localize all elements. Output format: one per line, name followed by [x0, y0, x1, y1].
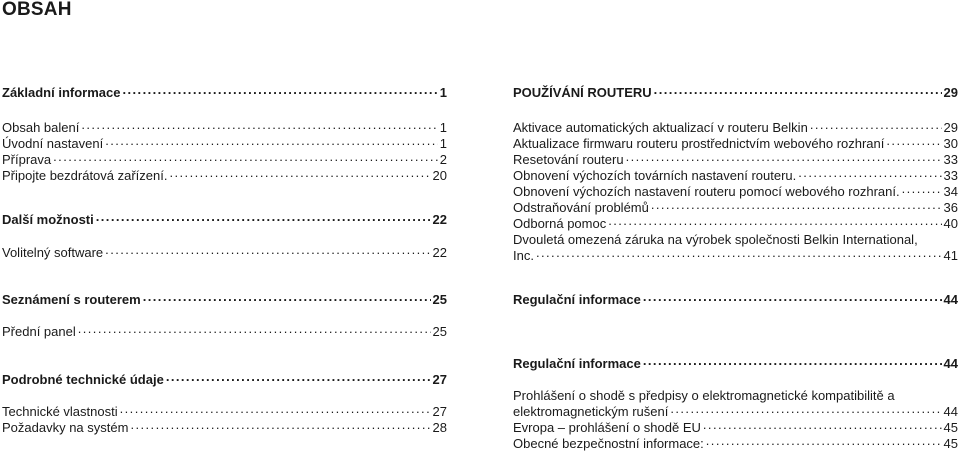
dot-leader — [810, 120, 942, 132]
toc-entry[interactable] — [513, 168, 958, 183]
toc-page-number: 22 — [432, 212, 447, 227]
toc-page-number: 20 — [432, 168, 447, 183]
toc-page-number: 1 — [439, 85, 447, 100]
page-title: OBSAH — [2, 0, 72, 20]
dot-leader — [122, 85, 437, 97]
toc-page-number: 2 — [439, 152, 447, 167]
dot-leader — [798, 168, 941, 180]
dot-leader — [81, 120, 437, 132]
toc-page-number: 27 — [432, 404, 447, 419]
toc-page-number: 30 — [943, 136, 958, 151]
toc-entry-title: Obecné bezpečnostní informace: — [513, 436, 704, 451]
dot-leader — [105, 245, 430, 257]
toc-entry-title: Technické vlastnosti — [2, 404, 118, 419]
toc-page-number: 33 — [943, 152, 958, 167]
toc-page-number: 45 — [943, 420, 958, 435]
toc-page-number: 34 — [943, 184, 958, 199]
dot-leader — [651, 200, 942, 212]
toc-entry-title: Obnovení výchozích továrních nastavení routeru. — [513, 168, 797, 183]
toc-entry[interactable] — [513, 200, 958, 215]
toc-page-number: 28 — [432, 420, 447, 435]
toc-page-number: 44 — [943, 292, 958, 307]
toc-entry[interactable] — [2, 420, 447, 435]
toc-section-entry[interactable] — [2, 212, 447, 227]
dot-leader — [643, 292, 942, 304]
toc-entry-title: Obnovení výchozích nastavení routeru pomocí webového rozhraní. — [513, 184, 900, 199]
toc-entry[interactable] — [2, 120, 447, 135]
toc-entry[interactable] — [513, 136, 958, 151]
toc-entry-line: Prohlášení o shodě s předpisy o elektromagnetické kompatibilitě a — [513, 388, 895, 403]
toc-page-number: 33 — [943, 168, 958, 183]
toc-entry-title: Volitelný software — [2, 245, 104, 260]
toc-entry-title: Seznámení s routerem — [2, 292, 141, 307]
dot-leader — [643, 356, 942, 368]
dot-leader — [670, 404, 941, 416]
toc-entry-title: Základní informace — [2, 85, 121, 100]
toc-entry-title: Aktualizace firmwaru routeru prostřednictvím webového rozhraní — [513, 136, 885, 151]
toc-page-number: 36 — [943, 200, 958, 215]
dot-leader — [166, 372, 431, 384]
toc-page-number: 41 — [943, 248, 958, 263]
toc-entry[interactable] — [513, 248, 958, 263]
toc-entry-title: Resetování routeru — [513, 152, 624, 167]
toc-entry[interactable] — [2, 404, 447, 419]
toc-entry-title: Podrobné technické údaje — [2, 372, 164, 387]
toc-entry-title: Další možnosti — [2, 212, 94, 227]
toc-page-number: 45 — [943, 436, 958, 451]
toc-section-entry[interactable] — [2, 292, 447, 307]
toc-page-number: 25 — [432, 324, 447, 339]
toc-page-number: 1 — [439, 136, 447, 151]
dot-leader — [53, 152, 438, 164]
toc-entry-title: Odborná pomoc — [513, 216, 607, 231]
toc-page-number: 27 — [432, 372, 447, 387]
toc-entry-title: Přední panel — [2, 324, 76, 339]
dot-leader — [654, 85, 942, 97]
toc-entry-title: Evropa – prohlášení o shodě EU — [513, 420, 701, 435]
dot-leader — [703, 420, 942, 432]
toc-entry-title: Obsah balení — [2, 120, 80, 135]
toc-entry-title: Připojte bezdrátová zařízení. — [2, 168, 168, 183]
toc-entry[interactable] — [513, 436, 958, 451]
toc-section-entry[interactable] — [513, 85, 958, 100]
toc-entry-title: Aktivace automatických aktualizací v routeru Belkin — [513, 120, 808, 135]
toc-section-entry[interactable] — [2, 85, 447, 100]
toc-entry-title: Odstraňování problémů — [513, 200, 649, 215]
toc-section-entry[interactable] — [513, 356, 958, 371]
dot-leader — [130, 420, 430, 432]
toc-entry[interactable] — [513, 184, 958, 199]
toc-entry[interactable] — [513, 216, 958, 231]
toc-page-number: 40 — [943, 216, 958, 231]
dot-leader — [886, 136, 941, 148]
toc-page-number: 29 — [943, 120, 958, 135]
toc-page-number: 25 — [432, 292, 447, 307]
toc-page-number: 44 — [943, 356, 958, 371]
toc-entry-title: Regulační informace — [513, 356, 641, 371]
toc-entry[interactable] — [2, 245, 447, 260]
dot-leader — [169, 168, 430, 180]
dot-leader — [143, 292, 431, 304]
dot-leader — [96, 212, 431, 224]
toc-entry[interactable] — [513, 404, 958, 419]
dot-leader — [626, 152, 942, 164]
toc-entry[interactable] — [513, 120, 958, 135]
dot-leader — [706, 436, 942, 448]
dot-leader — [902, 184, 942, 196]
toc-entry[interactable] — [2, 324, 447, 339]
toc-entry-line: Dvouletá omezená záruka na výrobek společnosti Belkin International, — [513, 232, 918, 247]
toc-page-number: 22 — [432, 245, 447, 260]
toc-entry-title: Požadavky na systém — [2, 420, 129, 435]
dot-leader — [120, 404, 431, 416]
toc-entry[interactable] — [2, 152, 447, 167]
toc-entry-title: elektromagnetickým rušení — [513, 404, 669, 419]
toc-entry[interactable] — [2, 168, 447, 183]
toc-entry-title: Úvodní nastavení — [2, 136, 104, 151]
dot-leader — [105, 136, 438, 148]
toc-section-entry[interactable] — [2, 372, 447, 387]
toc-entry[interactable] — [513, 152, 958, 167]
toc-page-number: 29 — [943, 85, 958, 100]
dot-leader — [608, 216, 941, 228]
toc-entry-title: Příprava — [2, 152, 52, 167]
toc-entry-title: Inc. — [513, 248, 534, 263]
dot-leader — [536, 248, 942, 260]
dot-leader — [78, 324, 431, 336]
toc-entry-title: POUŽÍVÁNÍ ROUTERU — [513, 85, 652, 100]
toc-page-number: 44 — [943, 404, 958, 419]
toc-entry-title: Regulační informace — [513, 292, 641, 307]
toc-entry[interactable] — [513, 420, 958, 435]
toc-section-entry[interactable] — [513, 292, 958, 307]
toc-page-number: 1 — [439, 120, 447, 135]
toc-entry[interactable] — [2, 136, 447, 151]
